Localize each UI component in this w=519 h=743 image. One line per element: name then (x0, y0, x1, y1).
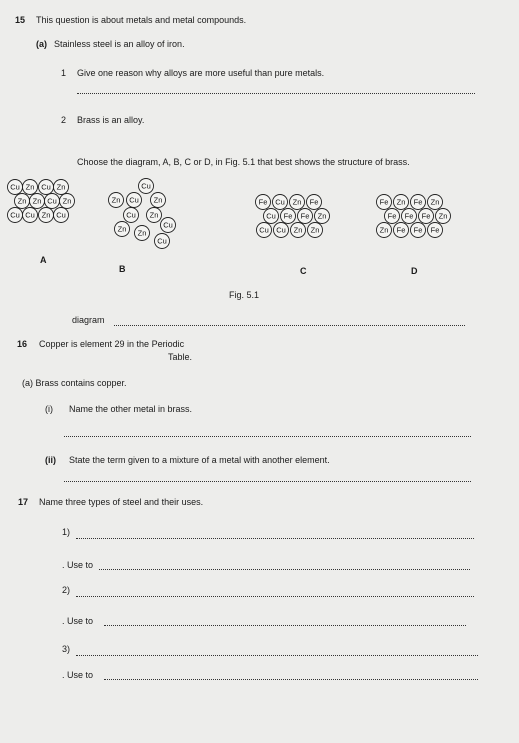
q16-i-answer-line[interactable] (64, 436, 471, 437)
diagram-b-label: B (119, 264, 126, 274)
q16-ii-answer-line[interactable] (64, 481, 471, 482)
atom-label-a-7: Zn (62, 196, 72, 206)
q16-i-label: (i) (45, 404, 53, 414)
diagram-answer-label: diagram (72, 315, 105, 325)
atom-label-a-2: Cu (41, 182, 51, 192)
atom-label-c-9: Cu (276, 225, 286, 235)
q16-ii-text: State the term given to a mixture of a metal with another element. (69, 455, 330, 465)
atom-label-d-8: Zn (379, 225, 389, 235)
q17-item3-use-label: . Use to (62, 670, 94, 680)
diagram-a-atoms (8, 180, 75, 223)
q16-number: 16 (17, 339, 28, 349)
atom-label-d-9: Fe (396, 225, 406, 235)
q17-item2-answer-line[interactable] (76, 596, 474, 597)
atom-label-a-3: Zn (56, 182, 66, 192)
q15-p2-number: 2 (61, 115, 67, 125)
q15-number: 15 (15, 15, 26, 25)
q15-p2-text: Brass is an alloy. (77, 115, 145, 125)
atom-label-c-10: Zn (293, 225, 303, 235)
atom-label-d-10: Fe (413, 225, 423, 235)
q15-p1-number: 1 (61, 68, 67, 78)
q15-part-a-text: Stainless steel is an alloy of iron. (54, 39, 185, 49)
atom-label-d-2: Fe (413, 197, 423, 207)
q15-intro: This question is about metals and metal compounds. (36, 15, 247, 25)
q17-item2-use-label: . Use to (62, 616, 94, 626)
atom-label-c-0: Fe (258, 197, 268, 207)
atom-label-d-4: Fe (387, 211, 397, 221)
atom-label-d-7: Zn (438, 211, 448, 221)
atom-label-c-2: Zn (292, 197, 302, 207)
q15-p2-instruction: Choose the diagram, A, B, C or D, in Fig. 5.1 that best shows the structure of brass. (77, 157, 410, 167)
atom-label-b-4: Cu (126, 210, 136, 220)
q16-line2: Table. (168, 352, 193, 362)
figure-caption: Fig. 5.1 (229, 290, 260, 300)
atom-label-d-0: Fe (379, 197, 389, 207)
atom-label-c-6: Fe (300, 211, 310, 221)
atom-label-a-10: Zn (41, 210, 51, 220)
q17-item2-number: 2) (62, 585, 71, 595)
atom-label-b-3: Zn (153, 195, 163, 205)
q17-item1-number: 1) (62, 527, 71, 537)
atom-label-b-2: Cu (129, 195, 139, 205)
diagram-a-label: A (40, 255, 47, 265)
atom-label-a-4: Zn (17, 196, 27, 206)
atom-label-c-4: Cu (266, 211, 276, 221)
q17-item3-use-line[interactable] (104, 679, 478, 680)
q17-item1-answer-line[interactable] (76, 538, 474, 539)
atom-label-c-11: Zn (310, 225, 320, 235)
q17-item2-use-line[interactable] (104, 625, 466, 626)
atom-label-c-3: Fe (309, 197, 319, 207)
q17-item3-number: 3) (62, 644, 71, 654)
atom-label-a-1: Zn (25, 182, 35, 192)
q17-item1-use-label: . Use to (62, 560, 94, 570)
q17-number: 17 (18, 497, 29, 507)
atom-label-b-7: Cu (157, 236, 167, 246)
atom-label-c-8: Cu (259, 225, 269, 235)
atom-label-a-8: Cu (10, 210, 20, 220)
atom-label-b-1: Zn (111, 195, 121, 205)
q17-item1-use-line[interactable] (99, 569, 470, 570)
atom-label-b-9: Cu (163, 220, 173, 230)
q17-item3-answer-line[interactable] (76, 655, 478, 656)
atom-label-d-6: Fe (421, 211, 431, 221)
atom-label-d-1: Zn (396, 197, 406, 207)
q16-part-a: (a) Brass contains copper. (22, 378, 127, 388)
atom-label-b-5: Zn (149, 210, 159, 220)
q17-text: Name three types of steel and their uses. (39, 497, 204, 507)
atom-label-a-9: Cu (25, 210, 35, 220)
atom-label-d-11: Fe (430, 225, 440, 235)
atom-label-a-0: Cu (10, 182, 20, 192)
q15-part-a-label: (a) (36, 39, 47, 49)
diagram-answer-line[interactable] (114, 325, 465, 326)
q16-i-text: Name the other metal in brass. (69, 404, 193, 414)
atom-label-b-6: Zn (117, 224, 127, 234)
diagram-d-atoms (377, 195, 451, 238)
atom-label-a-5: Zn (32, 196, 42, 206)
atom-label-d-3: Zn (430, 197, 440, 207)
q16-ii-label: (ii) (45, 455, 56, 465)
atom-label-c-7: Zn (317, 211, 327, 221)
q16-line1: Copper is element 29 in the Periodic (39, 339, 185, 349)
atom-label-c-5: Fe (283, 211, 293, 221)
diagram-d-label: D (411, 266, 418, 276)
atom-label-d-5: Fe (404, 211, 414, 221)
diagram-c-atoms (256, 195, 330, 238)
diagram-b-atoms (109, 179, 176, 249)
atom-label-c-1: Cu (275, 197, 285, 207)
fig-5-1 (0, 175, 519, 275)
q15-p1-answer-line[interactable] (77, 93, 475, 94)
atom-label-a-11: Cu (56, 210, 66, 220)
diagram-c-label: C (300, 266, 307, 276)
q15-p1-text: Give one reason why alloys are more useful than pure metals. (77, 68, 325, 78)
atom-label-b-8: Zn (137, 228, 147, 238)
atom-label-a-6: Cu (47, 196, 57, 206)
atom-label-b-0: Cu (141, 181, 151, 191)
